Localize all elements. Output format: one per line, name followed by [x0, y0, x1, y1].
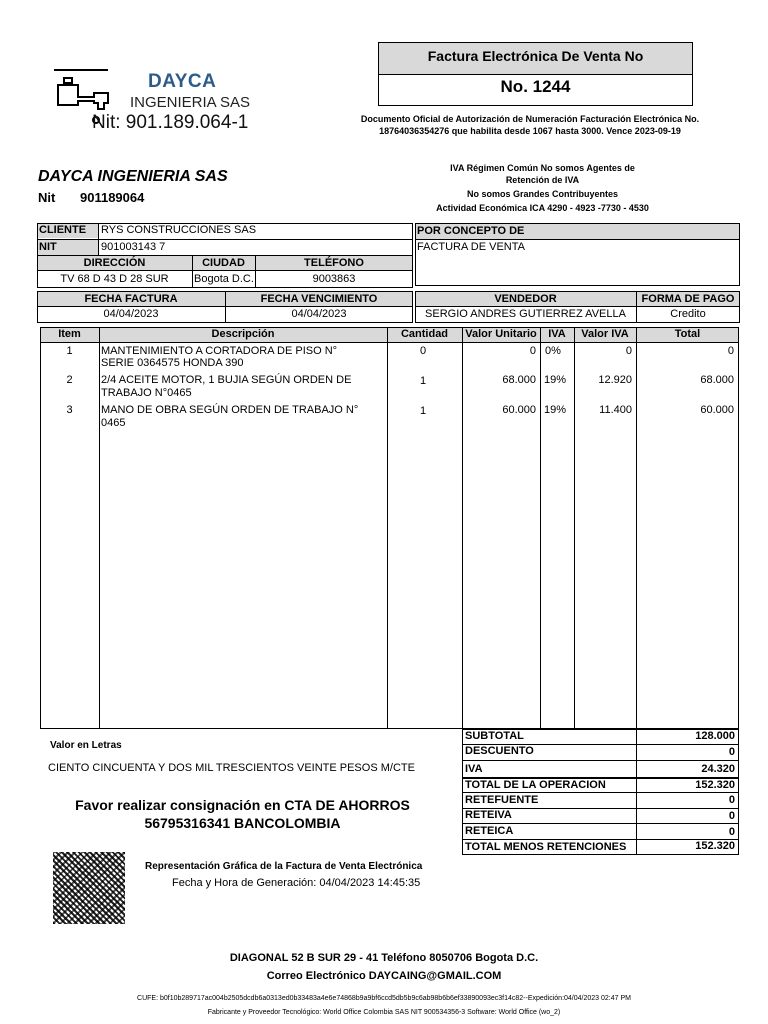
reteiva-label: RETEIVA — [465, 809, 512, 821]
tax-line-4: Actividad Económica ICA 4290 - 4923 -7730 - 4530 — [436, 203, 649, 213]
fecha-vencimiento-value: 04/04/2023 — [291, 308, 347, 320]
row-valor-iva: 11.400 — [599, 404, 632, 416]
reteiva-value: 0 — [728, 810, 735, 822]
row-valor-unitario: 68.000 — [502, 374, 536, 386]
payment-note-line1: Favor realizar consignación en CTA DE AHORROS — [75, 797, 410, 813]
retefuente-value: 0 — [728, 794, 735, 806]
direccion-label: DIRECCIÓN — [83, 257, 146, 269]
vendedor-value: SERGIO ANDRES GUTIERREZ AVELLA — [425, 308, 626, 320]
total-operacion-label: TOTAL DE LA OPERACION — [465, 779, 606, 791]
direccion-value: TV 68 D 43 D 28 SUR — [60, 273, 169, 285]
forma-pago-value: Credito — [670, 308, 706, 320]
fecha-factura-label: FECHA FACTURA — [84, 293, 178, 305]
row-iva: 19% — [544, 404, 567, 416]
subtotal-value: 128.000 — [695, 730, 735, 742]
row-item: 3 — [66, 404, 73, 416]
row-valor-iva: 12.920 — [598, 374, 632, 386]
row-cantidad: 1 — [420, 405, 427, 417]
client-nit-label: NIT — [39, 241, 57, 253]
row-description-line2: SERIE 0364575 HONDA 390 — [101, 357, 244, 369]
th-item: Item — [58, 328, 81, 340]
total-menos-retenciones-value: 152.320 — [695, 840, 735, 852]
row-valor-unitario: 0 — [529, 345, 536, 357]
footer-provider: Fabricante y Proveedor Tecnológico: World Office Colombia SAS NIT 900534356-3 Software: World Office (wo_2) — [207, 1009, 561, 1016]
valor-letras-label: Valor en Letras — [50, 740, 122, 751]
descuento-value: 0 — [728, 746, 735, 758]
company-logo — [52, 66, 267, 138]
row-item: 1 — [66, 345, 73, 357]
tax-line-1: IVA Régimen Común No somos Agentes de — [450, 163, 635, 173]
row-total: 0 — [727, 345, 734, 357]
tax-line-2: Retención de IVA — [505, 175, 580, 185]
company-name: DAYCA INGENIERIA SAS — [38, 168, 228, 185]
row-cantidad: 0 — [420, 345, 427, 357]
th-valor-unitario: Valor Unitario — [465, 328, 537, 340]
th-cantidad: Cantidad — [400, 328, 449, 340]
ciudad-value: Bogota D.C. — [194, 273, 254, 285]
fecha-factura-value: 04/04/2023 — [103, 308, 159, 320]
subtotal-label: SUBTOTAL — [465, 730, 524, 742]
cliente-value: RYS CONSTRUCCIONES SAS — [101, 224, 257, 236]
row-total: 68.000 — [700, 374, 734, 386]
th-valor-iva: Valor IVA — [581, 328, 629, 340]
row-description-line1: MANO DE OBRA SEGÚN ORDEN DE TRABAJO N° — [101, 404, 359, 416]
company-nit-label: Nit — [38, 190, 56, 205]
reteica-label: RETEICA — [465, 825, 514, 837]
row-description-line2: 0465 — [101, 417, 126, 429]
authorization-line-2: 18764036354276 que habilita desde 1067 hasta 3000. Vence 2023-09-19 — [379, 126, 681, 136]
concepto-value: FACTURA DE VENTA — [417, 241, 525, 253]
invoice-number: No. 1244 — [500, 77, 571, 96]
row-item: 2 — [66, 374, 73, 386]
footer-email: Correo Electrónico DAYCAING@GMAIL.COM — [266, 970, 502, 982]
row-iva: 0% — [545, 345, 561, 357]
telefono-value: 9003863 — [312, 273, 356, 285]
th-iva: IVA — [548, 328, 566, 340]
footer-address: DIAGONAL 52 B SUR 29 - 41 Teléfono 8050706 Bogota D.C. — [229, 952, 539, 964]
iva-value: 24.320 — [701, 763, 735, 775]
total-operacion-value: 152.320 — [695, 779, 735, 791]
cliente-label: CLIENTE — [39, 224, 87, 236]
reteica-value: 0 — [728, 826, 735, 838]
fecha-vencimiento-label: FECHA VENCIMIENTO — [260, 293, 378, 305]
th-total: Total — [674, 328, 701, 340]
row-valor-iva: 0 — [625, 345, 632, 357]
valor-letras-value: CIENTO CINCUENTA Y DOS MIL TRESCIENTOS VEINTE PESOS M/CTE — [48, 762, 415, 774]
logo-nit: Nit: 901.189.064-1 — [92, 112, 249, 133]
footer-cufe: CUFE: b0f10b289717ac004b2505dcdb6a0313ed0b33483a4e6e74868b9a9bf6ccd5db5b9c6ab98b6b6ef33890093ec3f14c82--Expedición:04/04/2023 02:47 PM — [137, 995, 631, 1002]
forma-pago-label: FORMA DE PAGO — [641, 293, 735, 305]
qr-code — [53, 852, 125, 924]
row-description-line1: 2/4 ACEITE MOTOR, 1 BUJIA SEGÚN ORDEN DE — [101, 374, 352, 386]
invoice-title: Factura Electrónica De Venta No — [427, 48, 644, 64]
row-iva: 19% — [544, 374, 567, 386]
tax-line-3: No somos Grandes Contribuyentes — [466, 189, 619, 199]
client-nit-value: 901003143 7 — [101, 241, 166, 253]
th-descripcion: Descripción — [211, 328, 275, 340]
authorization-line-1: Documento Oficial de Autorización de Numeración Facturación Electrónica No. — [360, 114, 700, 124]
retefuente-label: RETEFUENTE — [465, 794, 539, 806]
logo-brand: DAYCA — [148, 71, 217, 92]
payment-note-line2: 56795316341 BANCOLOMBIA — [144, 815, 341, 831]
vendedor-label: VENDEDOR — [494, 293, 557, 305]
row-cantidad: 1 — [420, 375, 427, 387]
ciudad-label: CIUDAD — [202, 257, 245, 269]
generation-datetime: Fecha y Hora de Generación: 04/04/2023 14:45:35 — [172, 877, 421, 889]
total-menos-retenciones-label: TOTAL MENOS RETENCIONES — [465, 841, 627, 853]
telefono-label: TELÉFONO — [304, 257, 364, 269]
row-description-line1: MANTENIMIENTO A CORTADORA DE PISO N° — [101, 345, 338, 357]
company-nit-value: 901189064 — [80, 190, 145, 205]
row-valor-unitario: 60.000 — [502, 404, 536, 416]
row-total: 60.000 — [700, 404, 734, 416]
row-description-line2: TRABAJO N°0465 — [101, 387, 192, 399]
concepto-label: POR CONCEPTO DE — [417, 225, 525, 237]
logo-subtitle: INGENIERIA SAS — [130, 94, 251, 111]
descuento-label: DESCUENTO — [465, 745, 534, 757]
iva-label: IVA — [465, 763, 483, 775]
representation-title: Representación Gráfica de la Factura de Venta Electrónica — [145, 861, 423, 872]
